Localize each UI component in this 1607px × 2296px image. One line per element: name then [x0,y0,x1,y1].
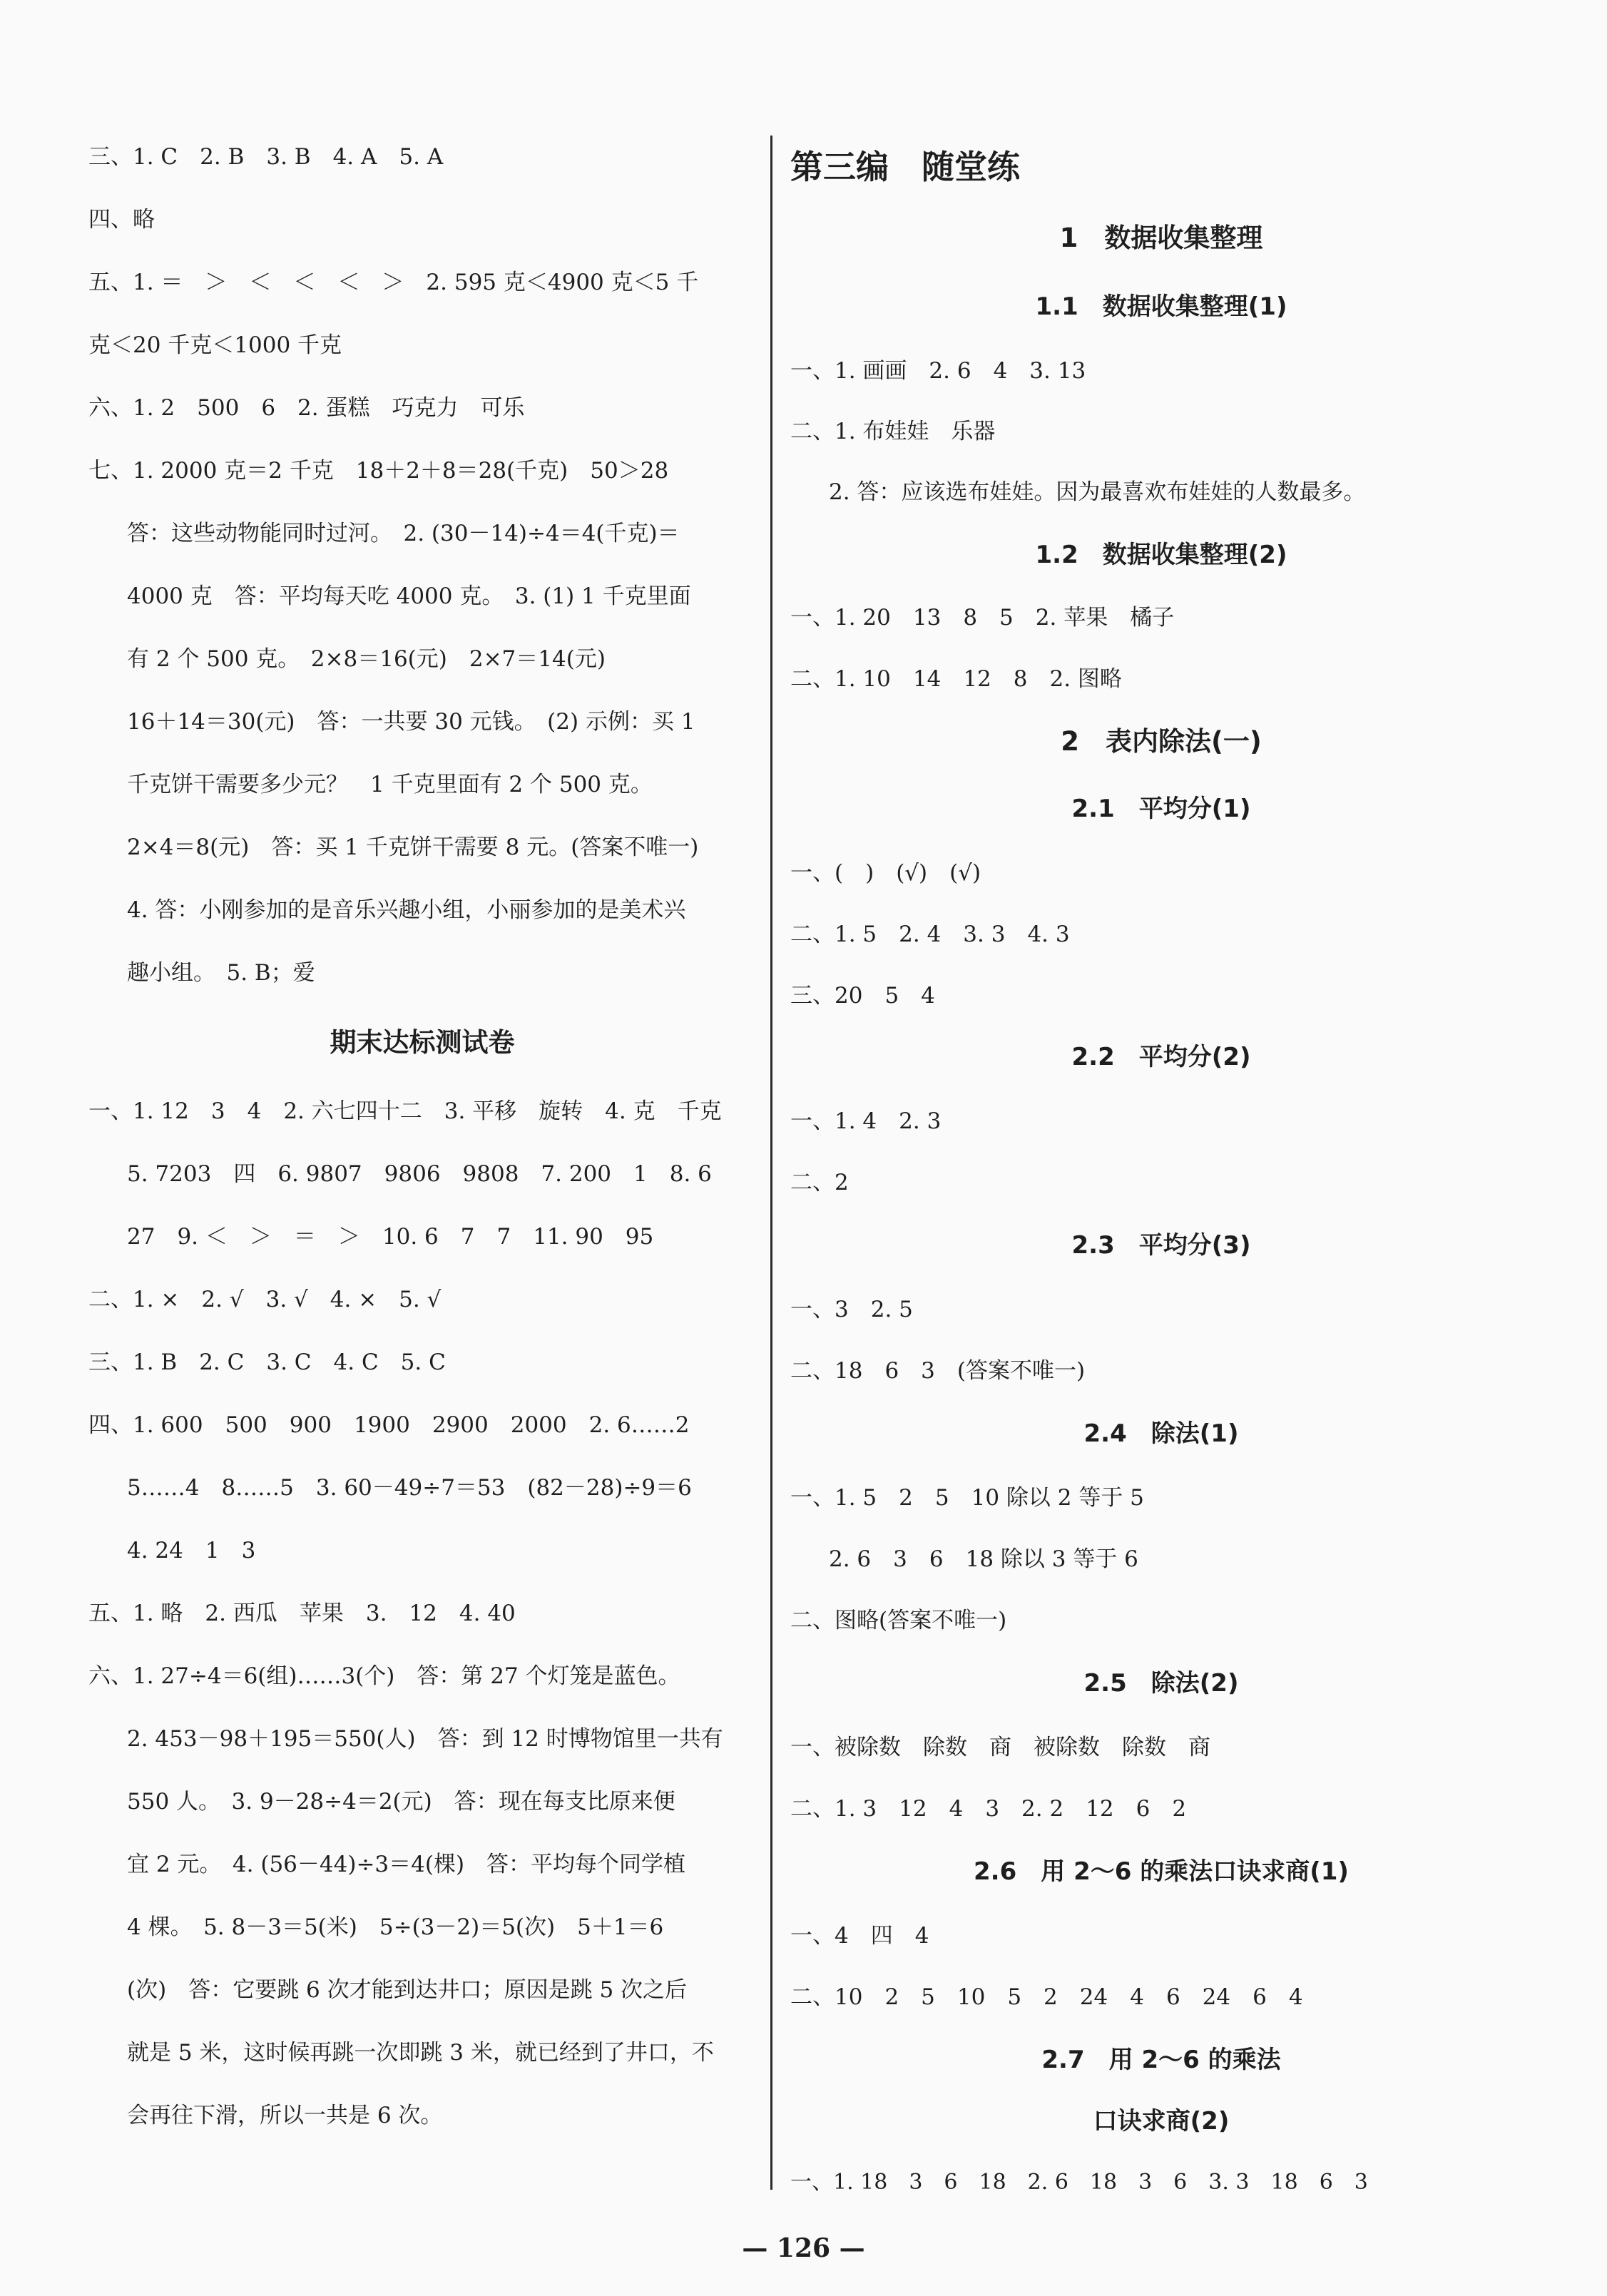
answer-line: 4. 24 1 3 [127,1538,256,1563]
chapter-title: 2 表内除法(一) [1061,726,1262,757]
answer-line: 三、20 5 4 [790,983,935,1009]
section-title: 期末达标测试卷 [330,1027,515,1058]
answer-line: 5. 7203 四 6. 9807 9806 9808 7. 200 1 8. 6 [127,1161,712,1187]
answer-line: (次) 答：它要跳 6 次才能到达井口；原因是跳 5 次之后 [127,1977,688,2003]
answer-line: 16＋14＝30(元) 答：一共要 30 元钱。 (2) 示例：买 1 [127,709,695,735]
part-title: 第三编 随堂练 [790,148,1020,186]
answer-line: 5……4 8……5 3. 60－49÷7＝53 (82－28)÷9＝6 [127,1475,692,1501]
answer-line: 克＜20 千克＜1000 千克 [88,332,342,358]
answer-line: 一、被除数 除数 商 被除数 除数 商 [790,1735,1210,1760]
answer-line: 三、1. B 2. C 3. C 4. C 5. C [88,1349,446,1375]
lesson-title: 2.2 平均分(2) [1071,1043,1251,1071]
answer-line: 有 2 个 500 克。 2×8＝16(元) 2×7＝14(元) [127,646,606,672]
answer-line: 二、图略(答案不唯一) [790,1608,1007,1633]
answer-line: 一、1. 5 2 5 10 除以 2 等于 5 [790,1485,1144,1511]
answer-line: 二、1. × 2. √ 3. √ 4. × 5. √ [88,1287,442,1312]
answer-line: 一、1. 4 2. 3 [790,1108,942,1134]
answer-line: 一、1. 18 3 6 18 2. 6 18 3 6 3. 3 18 6 3 [790,2170,1368,2195]
answer-line: 二、1. 3 12 4 3 2. 2 12 6 2 [790,1796,1187,1822]
answer-line: 一、1. 20 13 8 5 2. 苹果 橘子 [790,605,1175,631]
answer-line: 2. 453－98＋195＝550(人) 答：到 12 时博物馆里一共有 [127,1726,723,1752]
lesson-title: 2.4 除法(1) [1083,1419,1239,1448]
answer-line: 550 人。 3. 9－28÷4＝2(元) 答：现在每支比原来便 [127,1789,675,1815]
answer-line: 一、1. 画画 2. 6 4 3. 13 [790,358,1086,384]
answer-line: 一、1. 12 3 4 2. 六七四十二 3. 平移 旋转 4. 克 千克 [88,1098,722,1124]
answer-line: 二、1. 10 14 12 8 2. 图略 [790,666,1122,692]
answer-line: 四、略 [88,207,155,233]
answer-line: 五、1. ＝ ＞ ＜ ＜ ＜ ＞ 2. 595 克＜4900 克＜5 千 [88,270,699,295]
column-divider [770,136,772,2190]
answer-line: 二、2 [790,1170,849,1195]
answer-line: 一、3 2. 5 [790,1297,913,1322]
answer-line: 27 9. ＜ ＞ ＝ ＞ 10. 6 7 7 11. 90 95 [127,1224,654,1250]
answer-line: 会再往下滑，所以一共是 6 次。 [127,2103,443,2128]
answer-line: 2. 6 3 6 18 除以 3 等于 6 [829,1546,1138,1572]
lesson-title: 2.3 平均分(3) [1071,1231,1251,1260]
lesson-title: 1.1 数据收集整理(1) [1035,292,1287,321]
answer-line: 宜 2 元。 4. (56－44)÷3＝4(棵) 答：平均每个同学植 [127,1852,686,1877]
answer-line: 就是 5 米，这时候再跳一次即跳 3 米，就已经到了井口，不 [127,2040,714,2066]
chapter-title: 1 数据收集整理 [1059,223,1263,253]
answer-line: 二、1. 布娃娃 乐器 [790,419,996,444]
answer-line: 2. 答：应该选布娃娃。因为最喜欢布娃娃的人数最多。 [829,479,1366,505]
answer-line: 七、1. 2000 克＝2 千克 18＋2＋8＝28(千克) 50＞28 [88,458,669,484]
answer-line: 趣小组。 5. B；爱 [127,960,315,986]
answer-line: 一、( ) (√) (√) [790,860,981,886]
answer-line: 二、1. 5 2. 4 3. 3 4. 3 [790,922,1070,947]
answer-line: 答：这些动物能同时过河。 2. (30－14)÷4＝4(千克)＝ [127,521,680,546]
lesson-title: 2.7 用 2～6 的乘法 [1041,2046,1281,2074]
answer-line: 4 棵。 5. 8－3＝5(米) 5÷(3－2)＝5(次) 5＋1＝6 [127,1914,664,1940]
lesson-title: 口诀求商(2) [1093,2107,1230,2136]
answer-line: 六、1. 2 500 6 2. 蛋糕 巧克力 可乐 [88,395,525,421]
answer-line: 4. 答：小刚参加的是音乐兴趣小组，小丽参加的是美术兴 [127,897,686,923]
lesson-title: 2.6 用 2～6 的乘法口诀求商(1) [974,1857,1349,1886]
answer-line: 三、1. C 2. B 3. B 4. A 5. A [88,144,444,170]
answer-line: 四、1. 600 500 900 1900 2900 2000 2. 6……2 [88,1412,690,1438]
lesson-title: 2.5 除法(2) [1083,1669,1239,1698]
lesson-title: 2.1 平均分(1) [1071,795,1251,823]
answer-line: 二、18 6 3 (答案不唯一) [790,1358,1086,1384]
page-number: — 126 — [742,2233,865,2263]
lesson-title: 1.2 数据收集整理(2) [1035,541,1287,569]
answer-line: 2×4＝8(元) 答：买 1 千克饼干需要 8 元。(答案不唯一) [127,835,699,860]
answer-line: 4000 克 答：平均每天吃 4000 克。 3. (1) 1 千克里面 [127,583,691,609]
answer-line: 五、1. 略 2. 西瓜 苹果 3. 12 4. 40 [88,1601,516,1626]
answer-line: 一、4 四 4 [790,1923,929,1949]
answer-line: 二、10 2 5 10 5 2 24 4 6 24 6 4 [790,1984,1303,2010]
answer-line: 六、1. 27÷4＝6(组)……3(个) 答：第 27 个灯笼是蓝色。 [88,1663,680,1689]
answer-line: 千克饼干需要多少元？ 1 千克里面有 2 个 500 克。 [127,772,653,797]
